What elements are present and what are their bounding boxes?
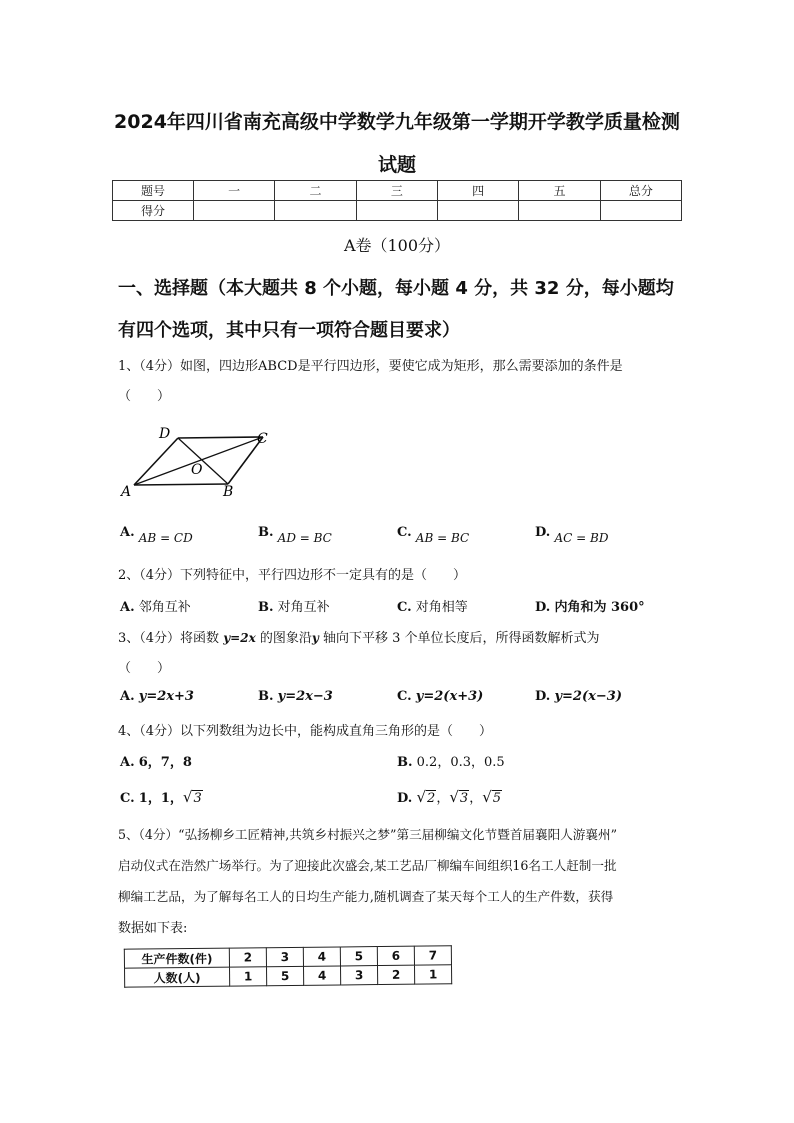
option-text: y=2x+3 <box>138 689 194 704</box>
score-header-cell: 五 <box>519 181 600 201</box>
table-cell: 2 <box>377 965 414 984</box>
table-cell: 5 <box>340 947 377 966</box>
option-text: AB = BC <box>415 531 470 545</box>
score-header-cell: 二 <box>275 181 356 201</box>
option-letter: D. <box>535 600 551 615</box>
sqrt-icon: √ <box>482 788 492 806</box>
table-cell: 6 <box>377 946 414 965</box>
table-row <box>113 181 682 201</box>
option-letter: D. <box>535 689 551 704</box>
section-heading-line2: 有四个选项，其中只有一项符合题目要求） <box>118 320 460 341</box>
option-text: 对角互补 <box>277 600 330 615</box>
option-letter: A. <box>120 525 135 540</box>
option-text: AD = BC <box>277 531 332 545</box>
q3-option-a[interactable] <box>120 689 194 704</box>
table-cell: 人数(人) <box>125 967 230 987</box>
q5-data-table <box>124 945 452 987</box>
q5-stem-line3: 柳编工艺品，为了解每名工人的日均生产能力,随机调查了某天每个工人的生产件数，获得 <box>118 889 614 904</box>
option-text: AB = CD <box>138 531 193 545</box>
q4-option-c[interactable] <box>120 787 203 806</box>
q3-paren: （ ） <box>118 661 171 676</box>
table-cell: 4 <box>303 966 340 985</box>
option-letter: A. <box>120 689 135 704</box>
score-input-cell[interactable] <box>519 201 600 221</box>
option-text: 对角相等 <box>415 600 468 615</box>
page-title: 2024年四川省南充高级中学数学九年级第一学期开学教学质量检测 <box>114 111 680 133</box>
option-letter: A. <box>120 755 135 770</box>
separator: ， <box>469 791 483 806</box>
table-cell: 1 <box>230 967 267 986</box>
score-header-cell: 四 <box>437 181 518 201</box>
score-input-cell[interactable] <box>437 201 518 221</box>
q5-stem-line4: 数据如下表: <box>118 921 188 936</box>
option-text: 邻角互补 <box>138 600 191 615</box>
option-text: 6，7，8 <box>138 755 192 770</box>
label-a: A <box>121 484 132 500</box>
q5-stem-line2: 启动仪式在浩然广场举行。为了迎接此次盛会,某工艺品厂柳编车间组织16名工人赶制一批 <box>118 858 617 873</box>
q3-stem <box>118 627 600 646</box>
table-cell: 生产件数(件) <box>124 948 229 968</box>
sqrt-icon: √ <box>416 788 427 806</box>
q3-option-c[interactable] <box>397 689 483 704</box>
option-text: 1，1， <box>138 791 183 806</box>
q4-option-a[interactable] <box>120 751 192 770</box>
option-text: y=2(x−3) <box>554 689 622 704</box>
table-cell: 1 <box>414 965 451 984</box>
q1-option-a[interactable] <box>120 525 193 545</box>
label-o: O <box>191 462 203 478</box>
option-letter: A. <box>120 600 135 615</box>
q1-paren: （ ） <box>118 389 171 404</box>
score-header-cell: 题号 <box>113 181 194 201</box>
page-title-line2: 试题 <box>377 154 416 176</box>
score-input-cell[interactable] <box>194 201 275 221</box>
q4-option-b[interactable] <box>397 751 505 770</box>
q3-stem-a: 3、（4分）将函数 <box>118 631 224 646</box>
q3-stem-axis: y <box>311 631 319 645</box>
separator: ， <box>436 791 450 806</box>
score-header-cell: 三 <box>356 181 437 201</box>
q2-option-a[interactable] <box>120 596 191 615</box>
table-row <box>125 965 452 987</box>
label-c: C <box>257 431 268 447</box>
q2-option-b[interactable] <box>258 596 330 615</box>
q4-stem: 4、（4分）以下列数组为边长中，能构成直角三角形的是（ ） <box>118 724 493 739</box>
q4-option-d[interactable] <box>397 787 502 806</box>
parallelogram-figure <box>115 420 285 505</box>
radicand: 3 <box>459 791 469 806</box>
q3-option-d[interactable] <box>535 689 622 704</box>
table-cell: 3 <box>266 947 303 966</box>
option-letter: C. <box>397 525 412 540</box>
score-input-cell[interactable] <box>600 201 681 221</box>
score-row-label: 得分 <box>113 201 194 221</box>
option-text: y=2(x+3) <box>415 689 484 704</box>
score-header-cell: 一 <box>194 181 275 201</box>
option-letter: D. <box>397 791 413 806</box>
option-letter: B. <box>397 755 413 770</box>
table-cell: 5 <box>267 966 304 985</box>
side-ab <box>134 484 228 485</box>
table-cell: 3 <box>340 966 377 985</box>
radicand: 3 <box>193 791 202 806</box>
option-letter: D. <box>535 525 551 540</box>
section-juan-heading: A卷（100分） <box>343 236 451 255</box>
option-text: y=2x−3 <box>277 689 333 704</box>
radicand: 2 <box>427 791 436 806</box>
option-letter: B. <box>258 689 274 704</box>
option-letter: C. <box>120 791 135 806</box>
option-letter: C. <box>397 689 412 704</box>
sqrt-icon: √ <box>182 788 193 806</box>
sqrt-icon: √ <box>449 788 459 806</box>
q5-stem-line1: 5、（4分）“弘扬柳乡工匠精神,共筑乡村振兴之梦”第三届柳编文化节暨首届襄阳人游襄州” <box>118 827 618 842</box>
q3-stem-func: y=2x <box>223 631 256 645</box>
q1-option-d[interactable] <box>535 525 609 545</box>
option-letter: B. <box>258 600 274 615</box>
score-table <box>112 180 682 221</box>
table-cell: 7 <box>414 946 451 965</box>
score-header-cell: 总分 <box>600 181 681 201</box>
side-dc <box>178 437 263 438</box>
q1-stem: 1、（4分）如图，四边形ABCD是平行四边形，要使它成为矩形，那么需要添加的条件是 <box>118 359 623 374</box>
q2-option-d[interactable] <box>535 596 645 615</box>
q3-stem-b: 的图象沿 <box>255 631 312 646</box>
label-b: B <box>223 484 234 500</box>
table-cell: 4 <box>303 947 340 966</box>
table-cell: 2 <box>229 948 266 967</box>
q3-option-b[interactable] <box>258 689 333 704</box>
option-letter: C. <box>397 600 412 615</box>
q2-option-c[interactable] <box>397 596 468 615</box>
q1-option-b[interactable] <box>258 525 332 545</box>
option-letter: B. <box>258 525 274 540</box>
score-input-cell[interactable] <box>356 201 437 221</box>
q2-stem: 2、（4分）下列特征中，平行四边形不一定具有的是（ ） <box>118 568 467 583</box>
section-heading: 一、选择题（本大题共 8 个小题，每小题 4 分，共 32 分，每小题均 <box>118 278 674 299</box>
side-ad <box>134 438 178 485</box>
radicand: 5 <box>492 791 502 806</box>
q3-stem-c: 轴向下平移 3 个单位长度后，所得函数解析式为 <box>318 631 600 646</box>
score-input-cell[interactable] <box>275 201 356 221</box>
option-text: AC = BD <box>554 531 609 545</box>
q1-option-c[interactable] <box>397 525 470 545</box>
table-row <box>113 201 682 221</box>
option-text: 内角和为 360° <box>554 600 645 615</box>
option-text: 0.2，0.3，0.5 <box>416 755 505 770</box>
diagonal-bd <box>178 438 228 484</box>
label-d: D <box>159 426 171 442</box>
